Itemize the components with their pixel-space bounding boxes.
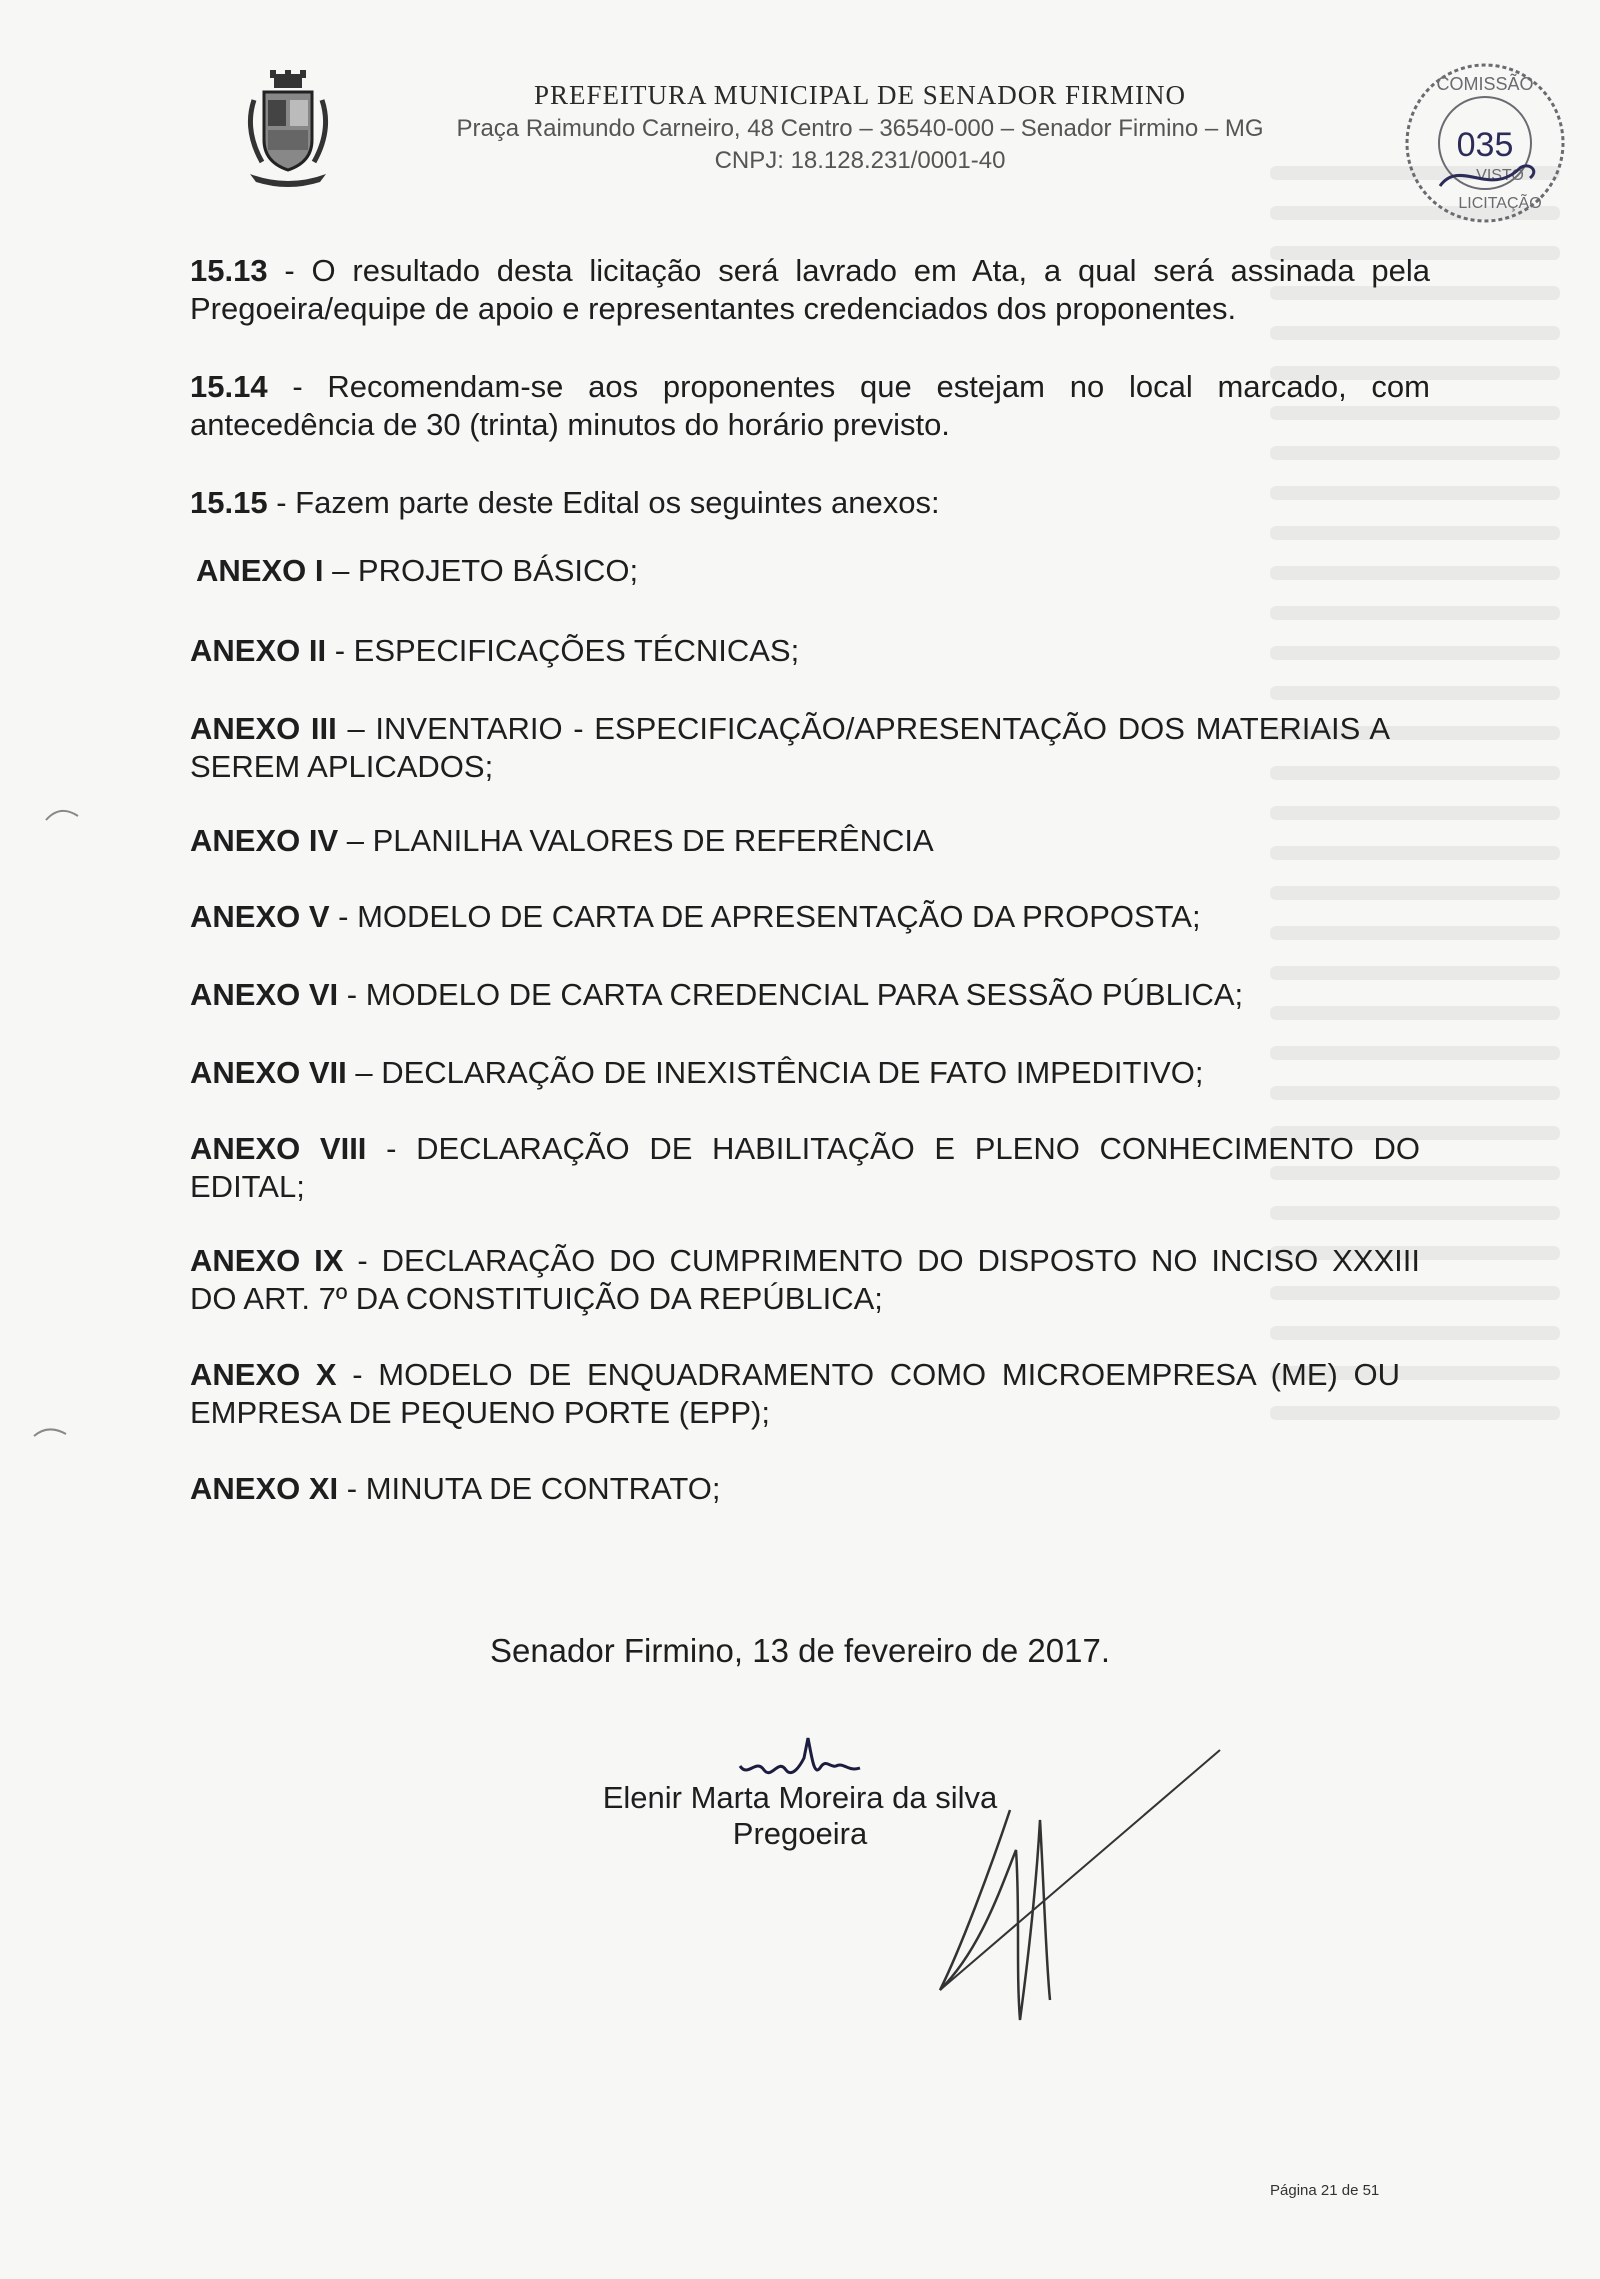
margin-mark: [42, 800, 82, 830]
organization-name: PREFEITURA MUNICIPAL DE SENADOR FIRMINO: [533, 80, 1187, 110]
annex-text: - MODELO DE CARTA DE APRESENTAÇÃO DA PROPOSTA;: [329, 899, 1201, 934]
annex-code: ANEXO II: [190, 633, 327, 668]
annex-text: – PLANILHA VALORES DE REFERÊNCIA: [338, 823, 934, 858]
annex-code: ANEXO I: [196, 553, 324, 588]
annex-item: [190, 710, 1390, 786]
annex-code: ANEXO VI: [190, 977, 339, 1012]
clause-text: - Fazem parte deste Edital os seguintes anexos:: [267, 485, 940, 520]
annex-code: ANEXO XI: [190, 1471, 339, 1506]
clause-15-15: [190, 484, 1430, 522]
annex-text: – DECLARAÇÃO DE INEXISTÊNCIA DE FATO IMPEDITIVO;: [346, 1055, 1204, 1090]
clause-text: - O resultado desta licitação será lavrado em Ata, a qual será assinada pela Pregoeira/equipe de apoio e representantes credenciados dos proponentes.: [190, 253, 1430, 326]
annex-item: [190, 1242, 1420, 1318]
annex-item: [190, 1130, 1420, 1206]
annex-item: [190, 632, 1430, 670]
page-number: Página 21 de 51: [1270, 2182, 1380, 2199]
annex-text: - MODELO DE ENQUADRAMENTO COMO MICROEMPRESA (ME) OU EMPRESA DE PEQUENO PORTE (EPP);: [190, 1357, 1400, 1430]
municipal-crest-icon: [240, 70, 336, 188]
stamp-middle-text: VISTO: [1476, 167, 1524, 184]
clause-number: 15.14: [190, 369, 268, 404]
annex-text: - DECLARAÇÃO DE HABILITAÇÃO E PLENO CONHECIMENTO DO EDITAL;: [190, 1131, 1420, 1204]
annex-item: [190, 1054, 1430, 1092]
letterhead: [360, 80, 1360, 175]
annex-text: - ESPECIFICAÇÕES TÉCNICAS;: [326, 633, 800, 668]
clause-15-14: [190, 368, 1430, 444]
rubric-signature: [920, 1730, 1240, 2050]
stamp-bottom-text: LICITAÇÃO: [1458, 195, 1542, 212]
annex-code: ANEXO VII: [190, 1055, 347, 1090]
clause-15-13: [190, 252, 1430, 328]
signer-name: Elenir Marta Moreira da silva: [602, 1780, 998, 1815]
stamp-top-text: COMISSÃO: [1436, 74, 1534, 94]
annex-code: ANEXO III: [190, 711, 337, 746]
margin-mark: [30, 1420, 70, 1450]
annex-text: – PROJETO BÁSICO;: [323, 553, 639, 588]
annex-item: [190, 898, 1430, 936]
annex-code: ANEXO IV: [190, 823, 339, 858]
annex-text: - MODELO DE CARTA CREDENCIAL PARA SESSÃO PÚBLICA;: [338, 977, 1244, 1012]
annex-item: [190, 1356, 1400, 1432]
annex-item: [196, 552, 1436, 590]
annex-item: [190, 1470, 1430, 1508]
clause-number: 15.15: [190, 485, 268, 520]
handwritten-signature: [720, 1718, 940, 1788]
signature-block: [0, 1780, 1600, 1852]
annex-item: [190, 976, 1430, 1014]
organization-cnpj: CNPJ: 18.128.231/0001-40: [714, 147, 1006, 174]
annex-text: - DECLARAÇÃO DO CUMPRIMENTO DO DISPOSTO NO INCISO XXXIII DO ART. 7º DA CONSTITUIÇÃO DA REPÚBLICA;: [190, 1243, 1420, 1316]
signer-role: Pregoeira: [732, 1816, 868, 1851]
clause-number: 15.13: [190, 253, 268, 288]
stamp-number: 035: [1456, 126, 1514, 164]
annex-text: - MINUTA DE CONTRATO;: [338, 1471, 721, 1506]
annex-code: ANEXO V: [190, 899, 330, 934]
annex-code: ANEXO VIII: [190, 1131, 367, 1166]
clause-text: - Recomendam-se aos proponentes que estejam no local marcado, com antecedência de 30 (trinta) minutos do horário previsto.: [190, 369, 1430, 442]
annex-item: [190, 822, 1430, 860]
commission-stamp: [1400, 58, 1570, 228]
annex-code: ANEXO IX: [190, 1243, 344, 1278]
annex-text: – INVENTARIO - ESPECIFICAÇÃO/APRESENTAÇÃO DOS MATERIAIS A SEREM APLICADOS;: [190, 711, 1390, 784]
annex-code: ANEXO X: [190, 1357, 337, 1392]
place-and-date: Senador Firmino, 13 de fevereiro de 2017.: [489, 1632, 1111, 1669]
organization-address: Praça Raimundo Carneiro, 48 Centro – 36540-000 – Senador Firmino – MG: [456, 115, 1264, 142]
